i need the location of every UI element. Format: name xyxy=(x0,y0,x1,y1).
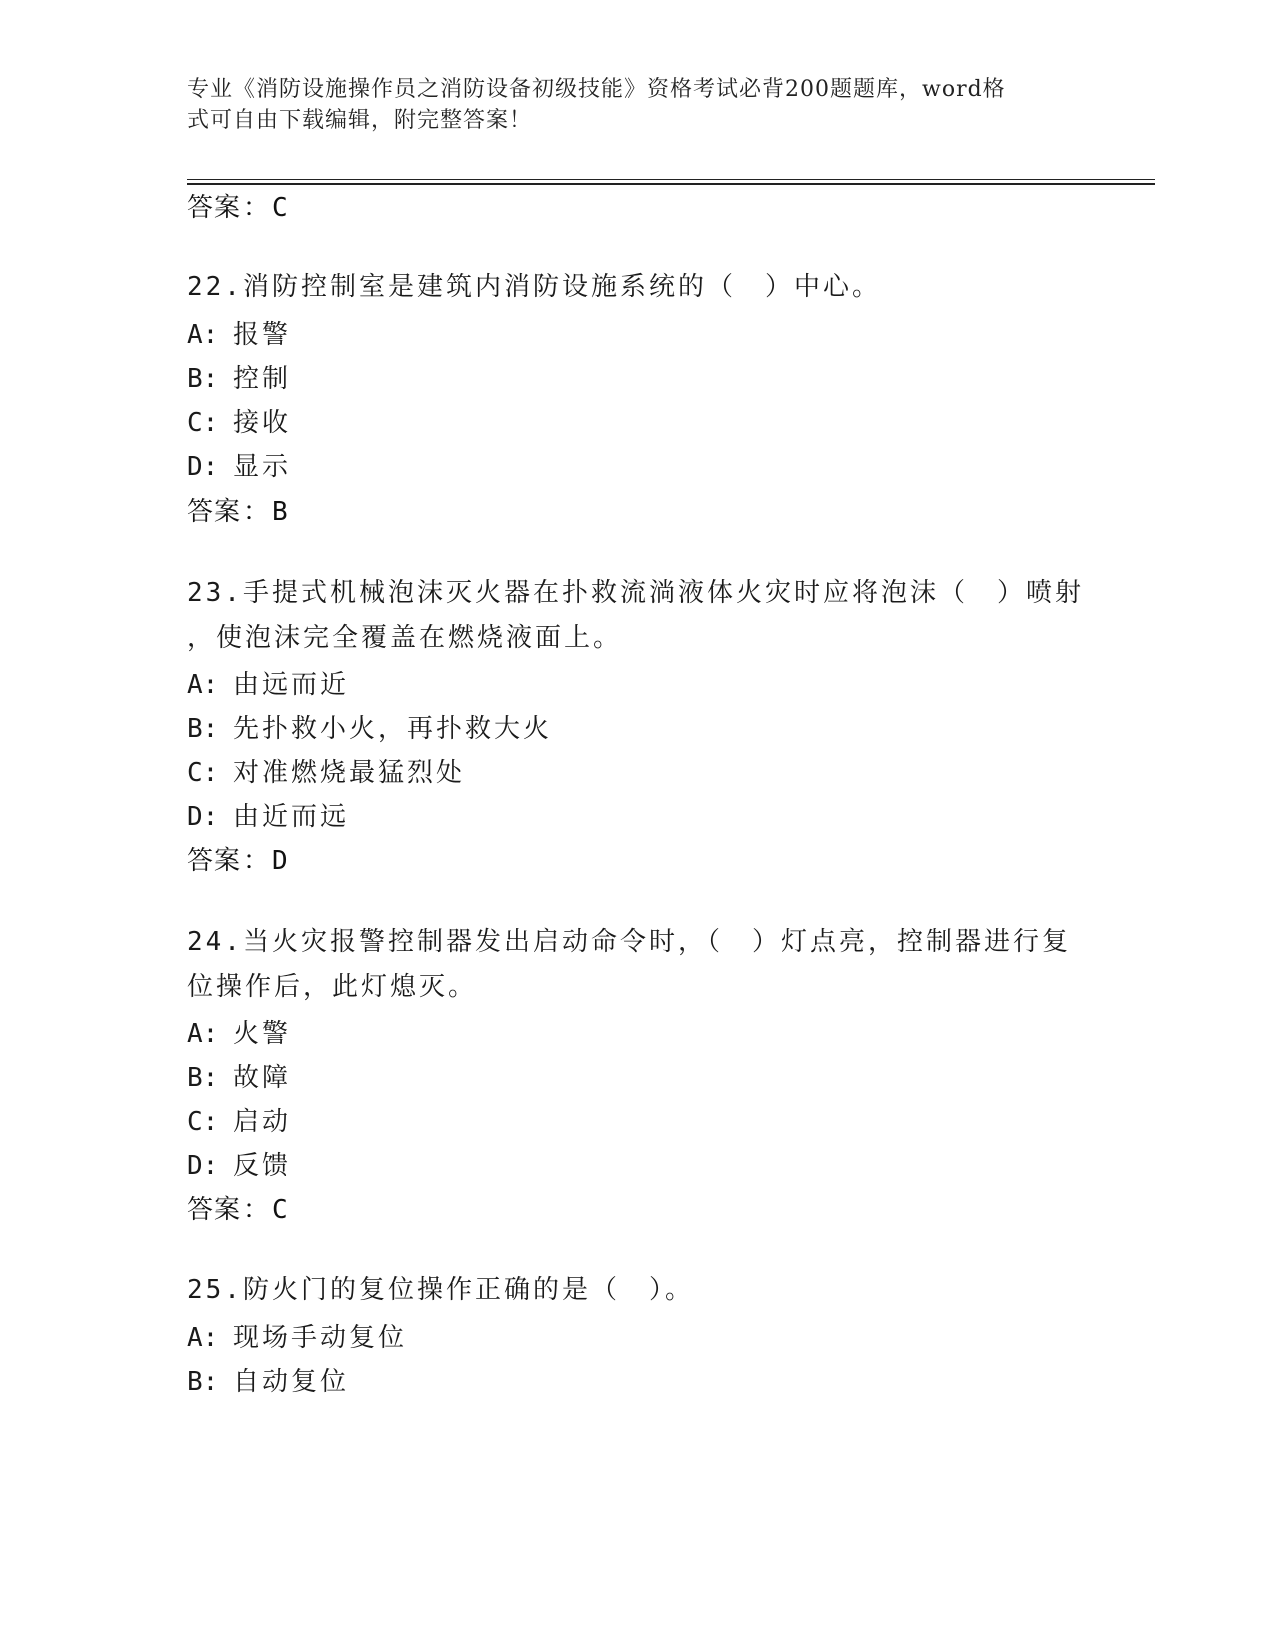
option-letter: A: xyxy=(187,320,219,350)
answer-label: 答案 xyxy=(187,193,242,223)
answer-separator: ： xyxy=(243,1195,271,1225)
option-text: 反馈 xyxy=(233,1151,292,1181)
option-c xyxy=(187,1107,291,1137)
option-text: 先扑救小火，再扑救大火 xyxy=(233,714,553,744)
answer-separator: ： xyxy=(243,846,271,876)
option-letter: B: xyxy=(187,1367,219,1397)
option-c xyxy=(187,408,291,438)
header-divider-thick xyxy=(187,183,1155,185)
answer-separator: ： xyxy=(243,193,271,223)
option-letter: C: xyxy=(187,408,219,438)
question-stem-line-1: 25.防火门的复位操作正确的是（ ）。 xyxy=(187,1275,694,1305)
option-b xyxy=(187,1367,349,1397)
answer-value: B xyxy=(272,497,289,527)
option-text: 火警 xyxy=(233,1019,292,1049)
option-text: 由远而近 xyxy=(233,670,350,700)
option-text: 对准燃烧最猛烈处 xyxy=(233,758,466,788)
option-a xyxy=(187,1019,291,1049)
option-b xyxy=(187,364,291,394)
answer-label: 答案 xyxy=(187,1195,242,1225)
question-22 xyxy=(187,265,1087,310)
option-a xyxy=(187,1323,407,1353)
answer-line-22 xyxy=(187,497,289,527)
document-header xyxy=(187,74,1067,136)
header-divider-thin xyxy=(187,179,1155,180)
option-text: 控制 xyxy=(233,364,292,394)
answer-line-24 xyxy=(187,1195,289,1225)
option-c xyxy=(187,758,465,788)
question-24 xyxy=(187,920,1087,1010)
answer-value: C xyxy=(272,193,289,223)
option-letter: D: xyxy=(187,452,219,482)
question-25 xyxy=(187,1268,1087,1313)
option-b xyxy=(187,1063,291,1093)
answer-line-23 xyxy=(187,846,289,876)
header-line-1: 专业《消防设施操作员之消防设备初级技能》资格考试必背200题题库，word格 xyxy=(187,77,1006,102)
question-stem-line-1: 24.当火灾报警控制器发出启动命令时，（ ）灯点亮，控制器进行复 xyxy=(187,927,1071,957)
question-stem-line-1: 23.手提式机械泡沫灭火器在扑救流淌液体火灾时应将泡沫（ ）喷射 xyxy=(187,578,1084,608)
option-letter: D: xyxy=(187,802,219,832)
option-a xyxy=(187,670,349,700)
answer-label: 答案 xyxy=(187,846,242,876)
question-stem-line-2: ，使泡沫完全覆盖在燃烧液面上。 xyxy=(187,623,623,653)
option-letter: A: xyxy=(187,1019,219,1049)
question-23 xyxy=(187,571,1087,661)
option-text: 由近而远 xyxy=(233,802,350,832)
answer-value: C xyxy=(272,1195,289,1225)
option-letter: B: xyxy=(187,714,219,744)
answer-value: D xyxy=(272,846,289,876)
answer-separator: ： xyxy=(243,497,271,527)
option-d xyxy=(187,1151,291,1181)
option-letter: A: xyxy=(187,1323,219,1353)
option-text: 启动 xyxy=(233,1107,292,1137)
option-letter: C: xyxy=(187,758,219,788)
option-letter: B: xyxy=(187,364,219,394)
option-text: 现场手动复位 xyxy=(233,1323,408,1353)
option-b xyxy=(187,714,552,744)
answer-label: 答案 xyxy=(187,497,242,527)
answer-line-21 xyxy=(187,193,289,223)
question-stem-line-1: 22.消防控制室是建筑内消防设施系统的（ ）中心。 xyxy=(187,272,881,302)
option-a xyxy=(187,320,291,350)
option-text: 自动复位 xyxy=(233,1367,350,1397)
option-d xyxy=(187,452,291,482)
option-letter: C: xyxy=(187,1107,219,1137)
option-letter: A: xyxy=(187,670,219,700)
option-text: 显示 xyxy=(233,452,292,482)
option-letter: B: xyxy=(187,1063,219,1093)
option-text: 报警 xyxy=(233,320,292,350)
header-line-2: 式可自由下载编辑，附完整答案！ xyxy=(187,108,533,133)
question-stem-line-2: 位操作后，此灯熄灭。 xyxy=(187,972,478,1002)
option-d xyxy=(187,802,349,832)
option-letter: D: xyxy=(187,1151,219,1181)
option-text: 接收 xyxy=(233,408,292,438)
option-text: 故障 xyxy=(233,1063,292,1093)
